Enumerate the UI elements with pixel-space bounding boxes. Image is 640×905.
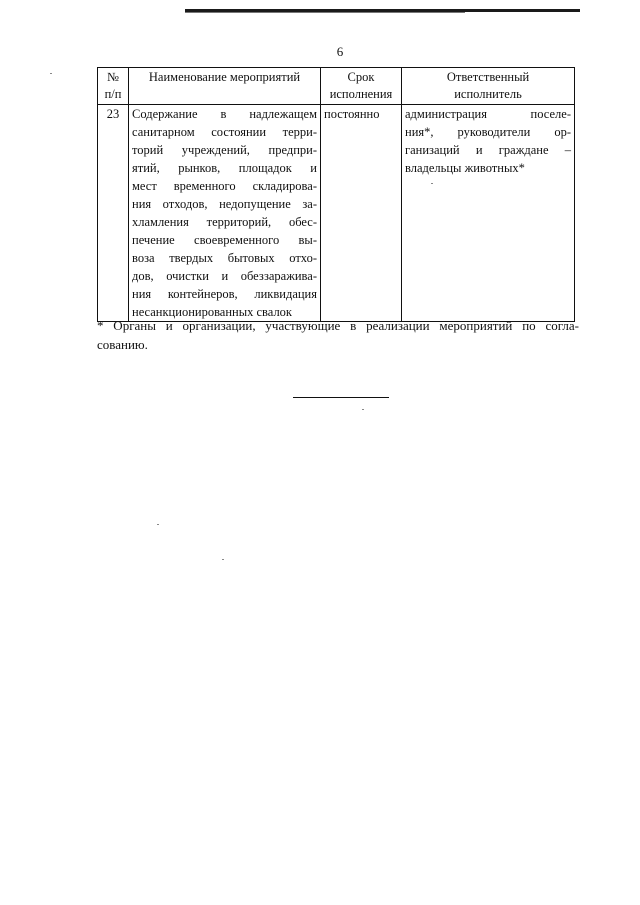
table-row — [98, 105, 575, 322]
scan-speck — [50, 73, 52, 74]
measures-table — [97, 67, 575, 322]
header-num — [98, 68, 129, 105]
responsible-line: владельцы животных* — [405, 161, 525, 175]
row-responsible — [402, 105, 575, 322]
header-term-line: Срок — [347, 70, 375, 84]
header-num-line: № — [107, 70, 119, 84]
header-num-line: п/п — [104, 87, 122, 101]
name-line: мест временного складирова- — [132, 179, 317, 193]
responsible-line: ния*, руководители ор- — [405, 125, 571, 139]
name-line: печение своевременного вы- — [132, 233, 317, 247]
name-line: Содержание в надлежащем — [132, 107, 317, 121]
name-line: несанкционированных свалок — [132, 305, 293, 319]
responsible-line: ганизаций и граждане – — [405, 143, 571, 157]
name-line: дов, очистки и обеззаражива- — [132, 269, 317, 283]
header-term — [321, 68, 402, 105]
header-responsible-line: Ответственный — [446, 70, 530, 84]
name-line: ния отходов, недопущение за- — [132, 197, 317, 211]
row-term: постоянно — [321, 105, 402, 322]
footnote-line: * Органы и организации, участвующие в реализации мероприятий по согла- — [97, 318, 579, 333]
footnote-line: сованию. — [97, 337, 148, 352]
name-line: ятий, рынков, площадок и — [132, 161, 317, 175]
scan-speck — [222, 559, 224, 560]
scan-speck — [362, 409, 364, 410]
name-line: хламления территорий, обес- — [132, 215, 317, 229]
table-header-row — [98, 68, 575, 105]
row-name — [129, 105, 321, 322]
name-line: торий учреждений, предпри- — [132, 143, 317, 157]
header-responsible — [402, 68, 575, 105]
header-term-line: исполнения — [329, 87, 393, 101]
name-line: воза твердых бытовых отхо- — [132, 251, 317, 265]
header-responsible-line: исполнитель — [454, 87, 522, 101]
end-rule — [293, 397, 389, 398]
scan-speck — [431, 183, 433, 184]
footnote — [97, 316, 579, 354]
responsible-line: администрация поселе- — [405, 107, 571, 121]
name-line: санитарном состоянии терри- — [132, 125, 317, 139]
name-line: ния контейнеров, ликвидация — [132, 287, 317, 301]
scan-edge-line-thin — [185, 12, 465, 13]
scan-speck — [157, 524, 159, 525]
row-num: 23 — [98, 105, 129, 322]
header-name: Наименование мероприятий — [129, 68, 321, 105]
page-number: 6 — [336, 44, 344, 59]
